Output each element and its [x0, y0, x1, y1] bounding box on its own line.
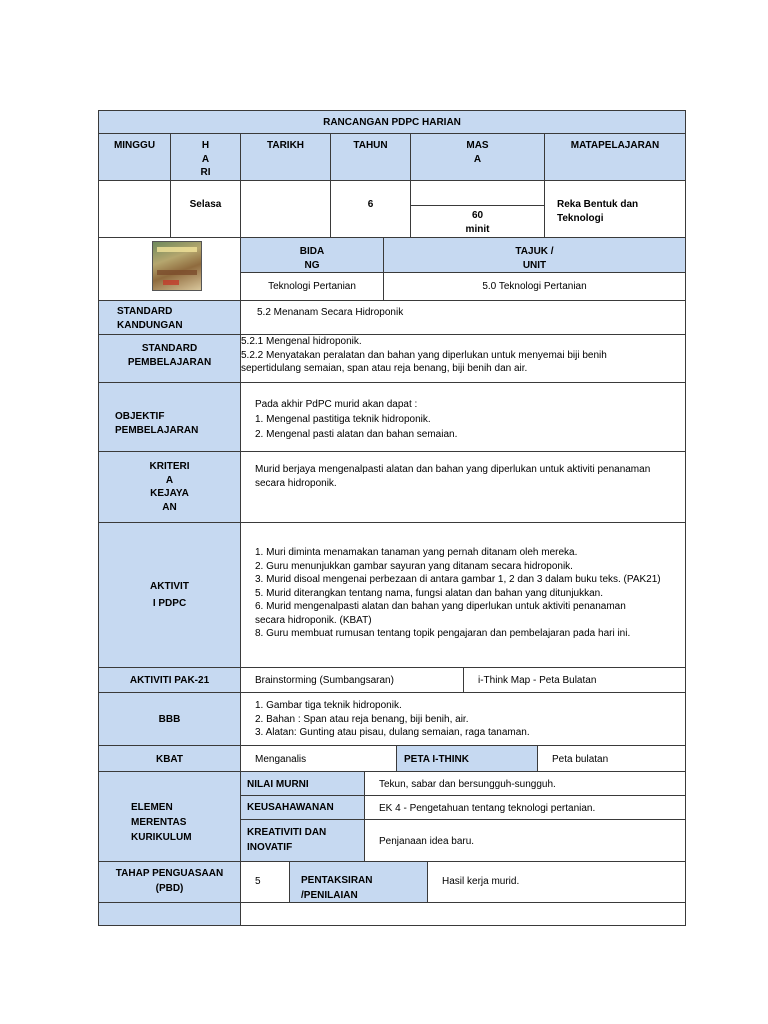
- kreativiti-label: KREATIVITI DAN INOVATIF: [240, 819, 365, 862]
- pentaksiran-value: Hasil kerja murid.: [427, 861, 686, 903]
- standard-pembelajaran-label: STANDARD PEMBELAJARAN: [98, 334, 241, 383]
- standard-kandungan-value: 5.2 Menanam Secara Hidroponik: [240, 300, 686, 335]
- nilai-murni-label: NILAI MURNI: [240, 771, 365, 796]
- bbb-label: BBB: [98, 692, 241, 746]
- bidang-value: Teknologi Pertanian: [240, 272, 384, 301]
- header-minggu: MINGGU: [98, 133, 171, 181]
- pak21-label: AKTIVITI PAK-21: [98, 667, 241, 693]
- kreativiti-value: Penjanaan idea baru.: [364, 819, 686, 862]
- value-tarikh: [240, 180, 331, 238]
- value-masa: 60 minit: [410, 205, 545, 238]
- footer-value-cell: [240, 902, 686, 926]
- tajuk-value: 5.0 Teknologi Pertanian: [383, 272, 686, 301]
- header-masa: MAS A: [410, 133, 545, 181]
- footer-label-cell: [98, 902, 241, 926]
- bbb-value: 1. Gambar tiga teknik hidroponik. 2. Bahan : Span atau reja benang, biji benih, air. 3. Alatan: Gunting atau pisau, dulang semaian, raga tanaman.: [240, 692, 686, 746]
- keusahawanan-label: KEUSAHAWANAN: [240, 795, 365, 820]
- objektif-label: OBJEKTIF PEMBELAJARAN: [98, 382, 241, 452]
- value-tahun: 6: [330, 180, 411, 238]
- tahap-value: 5: [240, 861, 290, 903]
- nilai-murni-value: Tekun, sabar dan bersungguh-sungguh.: [364, 771, 686, 796]
- pak21-value-2: i-Think Map - Peta Bulatan: [463, 667, 686, 693]
- hydroponics-image: [152, 241, 202, 291]
- kriteria-value: Murid berjaya mengenalpasti alatan dan bahan yang diperlukan untuk aktiviti penanaman secara hidroponik.: [240, 451, 686, 523]
- header-hari: H A RI: [170, 133, 241, 181]
- peta-ithink-label: PETA I-THINK: [396, 745, 538, 772]
- objektif-value: Pada akhir PdPC murid akan dapat : 1. Mengenal pastitiga teknik hidroponik. 2. Mengenal pasti alatan dan bahan semaian.: [240, 382, 686, 452]
- pak21-value-1: Brainstorming (Sumbangsaran): [240, 667, 464, 693]
- kbat-value: Menganalis: [240, 745, 397, 772]
- plan-title: RANCANGAN PDPC HARIAN: [98, 110, 686, 134]
- tahap-label: TAHAP PENGUASAAN (PBD): [98, 861, 241, 903]
- peta-ithink-value: Peta bulatan: [537, 745, 686, 772]
- kbat-label: KBAT: [98, 745, 241, 772]
- standard-pembelajaran-value: 5.2.1 Mengenal hidroponik. 5.2.2 Menyatakan peralatan dan bahan yang diperlukan untuk menyemai biji benih sepertidulang semaian, span atau reja benang, biji benih dan air.: [240, 334, 686, 383]
- header-tahun: TAHUN: [330, 133, 411, 181]
- kriteria-label: KRITERI A KEJAYA AN: [98, 451, 241, 523]
- bidang-label: BIDA NG: [240, 237, 384, 273]
- aktiviti-value: 1. Muri diminta menamakan tanaman yang pernah ditanam oleh mereka. 2. Guru menunjukkan gambar sayuran yang ditanam secara hidroponik. 3. Murid disoal mengenai perbezaan di antara gambar 1, 2 dan 3 dalam buku teks. (PAK21) 5. Murid diterangkan tentang nama, fungsi alatan dan bahan yang ditunjukkan. 6. Murid mengenalpasti alatan dan bahan yang diperlukan untuk aktiviti penanaman secara hidroponik. (KBAT) 8. Guru membuat rumusan tentang topik pengajaran dan pembelajaran pada hari ini.: [240, 522, 686, 668]
- value-matapelajaran: Reka Bentuk dan Teknologi: [544, 180, 686, 238]
- value-minggu: [98, 180, 171, 238]
- value-hari: Selasa: [170, 180, 241, 238]
- elemen-label: [98, 771, 241, 862]
- tajuk-label: TAJUK / UNIT: [383, 237, 686, 273]
- standard-kandungan-label: STANDARD KANDUNGAN: [98, 300, 241, 335]
- aktiviti-label: AKTIVIT I PDPC: [98, 522, 241, 668]
- value-masa-top: [410, 180, 545, 206]
- keusahawanan-value: EK 4 - Pengetahuan tentang teknologi pertanian.: [364, 795, 686, 820]
- pentaksiran-label: PENTAKSIRAN /PENILAIAN: [289, 861, 428, 903]
- elemen-label-text: ELEMEN MERENTAS KURIKULUM: [131, 802, 192, 843]
- header-matapelajaran: MATAPELAJARAN: [544, 133, 686, 181]
- header-tarikh: TARIKH: [240, 133, 331, 181]
